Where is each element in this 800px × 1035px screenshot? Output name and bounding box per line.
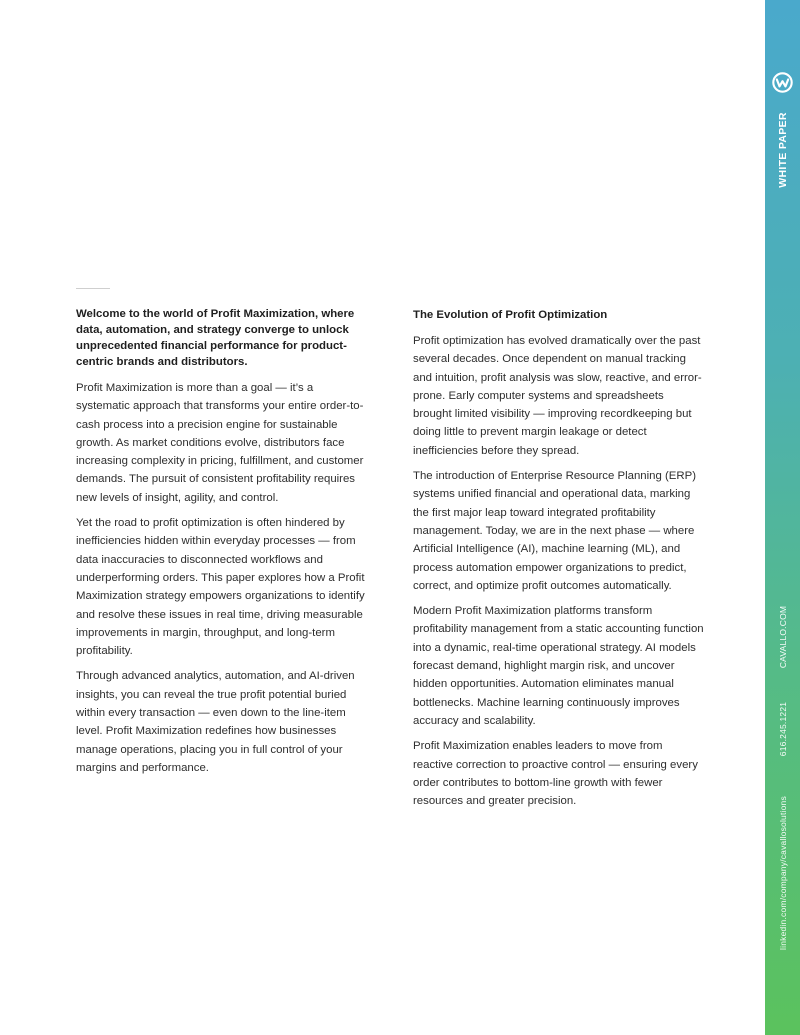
right-paragraph-3: Modern Profit Maximization platforms transform profitability management from a static accounting function into a dynamic, real-time operational strategy. AI models forecast demand, highlight margin risk, and uncover hidden opportunities. Automation eliminates manual bottlenecks. Machine learning continuously improves accuracy and scalability. [413,605,704,727]
intro-lead: Welcome to the world of Profit Maximization, where data, automation, and strategy converge to unlock unprecedented financial performance for product-centric brands and distributors. [76,308,355,368]
white-paper-label: WHITE PAPER [776,112,789,188]
left-paragraph-2: Yet the road to profit optimization is often hindered by inefficiencies hidden within everyday processes — from data inaccuracies to disconnected workflows and underperforming orders. This paper explores how a Profit Maximization strategy empowers organizations to identify and resolve these issues in real time, driving measurable improvements in margin, throughput, and long-term profitability. [76,517,365,658]
left-column [76,306,368,784]
left-paragraph-1: Profit Maximization is more than a goal — it’s a systematic approach that transforms your entire order-to-cash process into a precision engine for sustainable growth. As market conditions evolve, distributors face increasing complexity in pricing, fulfillment, and customer demands. The pursuit of consistent profitability requires new levels of insight, agility, and control. [76,382,364,504]
right-paragraph-2: The introduction of Enterprise Resource Planning (ERP) systems unified financial and operational data, marking the first major leap toward integrated profitability management. Today, we are in the next phase — where Artificial Intelligence (AI), machine learning (ML), and process automation empower organizations to predict, correct, and optimize profit outcomes automatically. [413,470,697,592]
cavallo-logo-icon [772,72,793,93]
linkedin-link[interactable]: linkedin.com/company/cavallosolutions [777,796,788,950]
section-divider [76,288,110,289]
right-column [413,306,705,817]
brand-sidebar [765,0,800,1035]
right-paragraph-4: Profit Maximization enables leaders to move from reactive correction to proactive control — ensuring every order contributes to bottom-line growth with fewer resources and greater precision. [413,740,698,808]
website-link[interactable]: CAVALLO.COM [777,605,788,669]
left-paragraph-3: Through advanced analytics, automation, and AI-driven insights, you can reveal the true profit potential buried within every transaction — even down to the line-item level. Profit Maximization redefines how businesses manage operations, placing you in full control of your margins and performance. [76,670,355,774]
phone-number: 616.245.1221 [777,701,788,757]
right-paragraph-1: Profit optimization has evolved dramatically over the past several decades. Once dependent on manual tracking and intuition, profit analysis was slow, reactive, and error-prone. Early computer systems and spreadsheets brought limited visibility — improving recordkeeping but doing little to prevent margin leakage or detect inefficiencies before they spread. [413,335,702,457]
section-heading: The Evolution of Profit Optimization [413,309,608,321]
